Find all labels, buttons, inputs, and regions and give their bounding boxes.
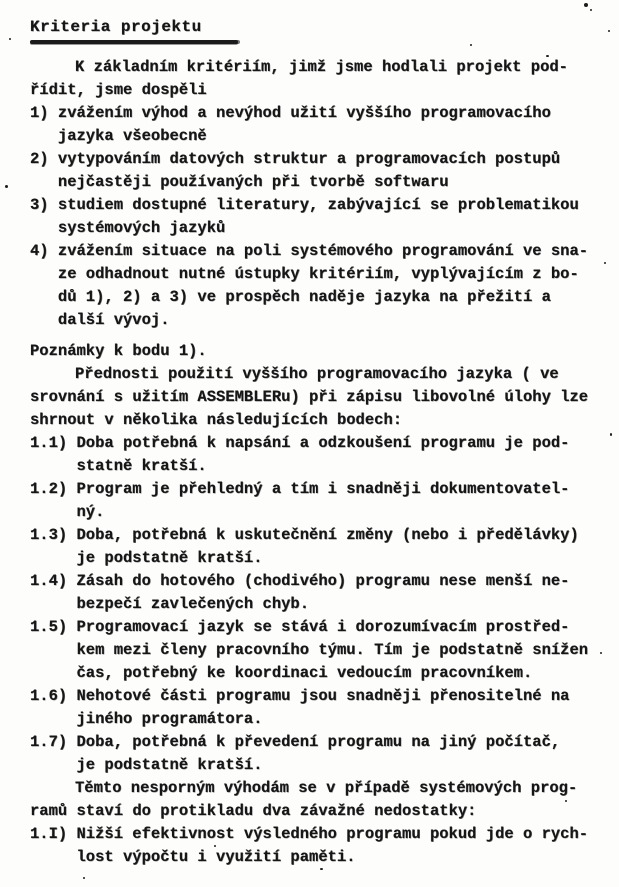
- list-item-body: [58, 194, 593, 240]
- text-line: řídit, jsme dospěli: [30, 81, 207, 99]
- text-line: bezpečí zavlečených chyb.: [76, 595, 310, 613]
- list-item-body: [58, 148, 593, 194]
- scan-noise-speck: [470, 44, 472, 46]
- scan-noise-speck: [600, 652, 602, 654]
- scan-noise-speck: [565, 800, 567, 802]
- scan-noise-speck: [608, 30, 610, 32]
- list-item-marker: 1.7): [30, 733, 68, 751]
- list-item-3: [30, 194, 593, 240]
- text-line: systémových jazyků: [57, 219, 226, 237]
- text-line: jazyka všeobecně: [57, 127, 207, 145]
- text-line: další vývoj.: [57, 311, 170, 329]
- text-line: kem mezi členy pracovního týmu. Tím je podstatně snížen: [76, 641, 589, 659]
- text-line: Program je přehledný a tím i snadněji dokumentovatel-: [76, 480, 570, 498]
- scan-noise-speck: [320, 868, 323, 870]
- scan-noise-speck: [546, 55, 549, 57]
- list-item-4: [30, 240, 593, 332]
- text-line: Těmto nesporným výhodám se v případě systémových prog-: [75, 779, 578, 797]
- list-item-1-1: [30, 432, 593, 478]
- scan-noise-speck: [214, 845, 216, 847]
- notes-intro-paragraph: [30, 363, 598, 432]
- list-item-body: [58, 102, 593, 148]
- scan-noise-speck: [5, 185, 8, 188]
- scan-noise-speck: [604, 262, 606, 264]
- list-item-marker: 4): [30, 242, 49, 260]
- list-item-marker: 1.1): [30, 434, 68, 452]
- list-item-marker: 1.4): [30, 572, 68, 590]
- list-item-1: [30, 102, 593, 148]
- text-line: studiem dostupné literatury, zabývající se problematikou: [57, 196, 579, 214]
- text-line: Zásah do hotového (chodivého) programu nese menší ne-: [76, 572, 570, 590]
- list-item-body: [77, 823, 594, 869]
- text-line: vytypováním datových struktur a programovacích postupů: [57, 150, 561, 168]
- text-line: Programovací jazyk se stává i dorozumívacím prostřed-: [76, 618, 570, 636]
- list-item-marker: 3): [30, 196, 49, 214]
- list-item-1-3: [30, 524, 593, 570]
- list-item-1-4: [30, 570, 593, 616]
- text-line: Doba, potřebná k převedení programu na jiný počítač,: [76, 733, 561, 751]
- text-line: Doba, potřebná k uskutečnění změny (nebo i předělávky): [76, 526, 579, 544]
- text-line: statně kratší.: [76, 457, 207, 475]
- list-item-marker: 1.3): [30, 526, 68, 544]
- text-line: ný.: [76, 503, 105, 521]
- text-line: K základním kritériím, jimž jsme hodlali projekt pod-: [75, 58, 568, 76]
- list-item-body: [77, 616, 594, 685]
- list-item-marker: 1.I): [30, 825, 68, 843]
- text-line: je podstatně kratší.: [76, 549, 263, 567]
- list-item-body: [77, 524, 594, 570]
- list-item-marker: 1.2): [30, 480, 68, 498]
- scan-noise-speck: [584, 3, 588, 7]
- scan-noise-speck: [610, 433, 612, 436]
- text-line: zvážením situace na poli systémového programování ve sna-: [57, 242, 589, 260]
- scan-noise-speck: [83, 877, 85, 879]
- notes-heading: Poznámky k bodu 1).: [30, 342, 207, 360]
- list-item-marker: 2): [30, 150, 49, 168]
- list-item-body: [77, 570, 594, 616]
- list-item-marker: 1.6): [30, 687, 68, 705]
- text-line: Doba potřebná k napsání a odzkoušení programu je pod-: [76, 434, 570, 452]
- text-line: jiného programátora.: [76, 710, 263, 728]
- text-line: zvážením výhod a nevýhod užití vyššího programovacího: [57, 104, 551, 122]
- list-item-body: [77, 685, 594, 731]
- text-line: ze odhadnout nutné ústupky kritériím, vyplývajícím z bo-: [57, 265, 579, 283]
- text-line: je podstatně kratší.: [76, 756, 263, 774]
- text-line: čas, potřebný ke koordinaci vedoucím pracovníkem.: [76, 664, 533, 682]
- text-line: dů 1), 2) a 3) ve prospěch naděje jazyka na přežití a: [57, 288, 551, 306]
- list-item-1-6: [30, 685, 593, 731]
- list-item-1-5: [30, 616, 593, 685]
- text-line: srovnání s užitím ASSEMBLERu) při zápisu libovolné úlohy: [30, 388, 551, 406]
- text-line: lze shrnout v několika následujících bodech:: [30, 388, 598, 429]
- text-line: nejčastěji používaných při tvorbě softwaru: [57, 173, 449, 191]
- list-item-body: [77, 432, 594, 478]
- list-item-body: [77, 478, 594, 524]
- drawbacks-intro-paragraph: [30, 777, 593, 823]
- document-title: Kriteria projektu: [30, 18, 202, 36]
- list-item-body: [58, 240, 593, 332]
- title-underline: [30, 40, 238, 44]
- list-item-2: [30, 148, 593, 194]
- list-item-body: [77, 731, 594, 777]
- scan-noise-speck: [9, 38, 11, 40]
- text-line: ramů staví do protikladu dva závažné nedostatky:: [30, 802, 477, 820]
- list-item-1-2: [30, 478, 593, 524]
- text-line: lost výpočtu i využití paměti.: [76, 848, 356, 866]
- text-line: Přednosti použití vyššího programovacího jazyka ( ve: [75, 365, 559, 383]
- list-item-marker: 1.5): [30, 618, 68, 636]
- text-line: Nehotové části programu jsou snadněji přenositelné na: [76, 687, 570, 705]
- list-item-1-7: [30, 731, 593, 777]
- list-item-1-I: [30, 823, 593, 869]
- intro-paragraph: [30, 56, 593, 102]
- text-line: Nižší efektivnost výsledného programu pokud jde o rych-: [76, 825, 589, 843]
- scan-noise-speck: [590, 9, 592, 11]
- list-item-marker: 1): [30, 104, 49, 122]
